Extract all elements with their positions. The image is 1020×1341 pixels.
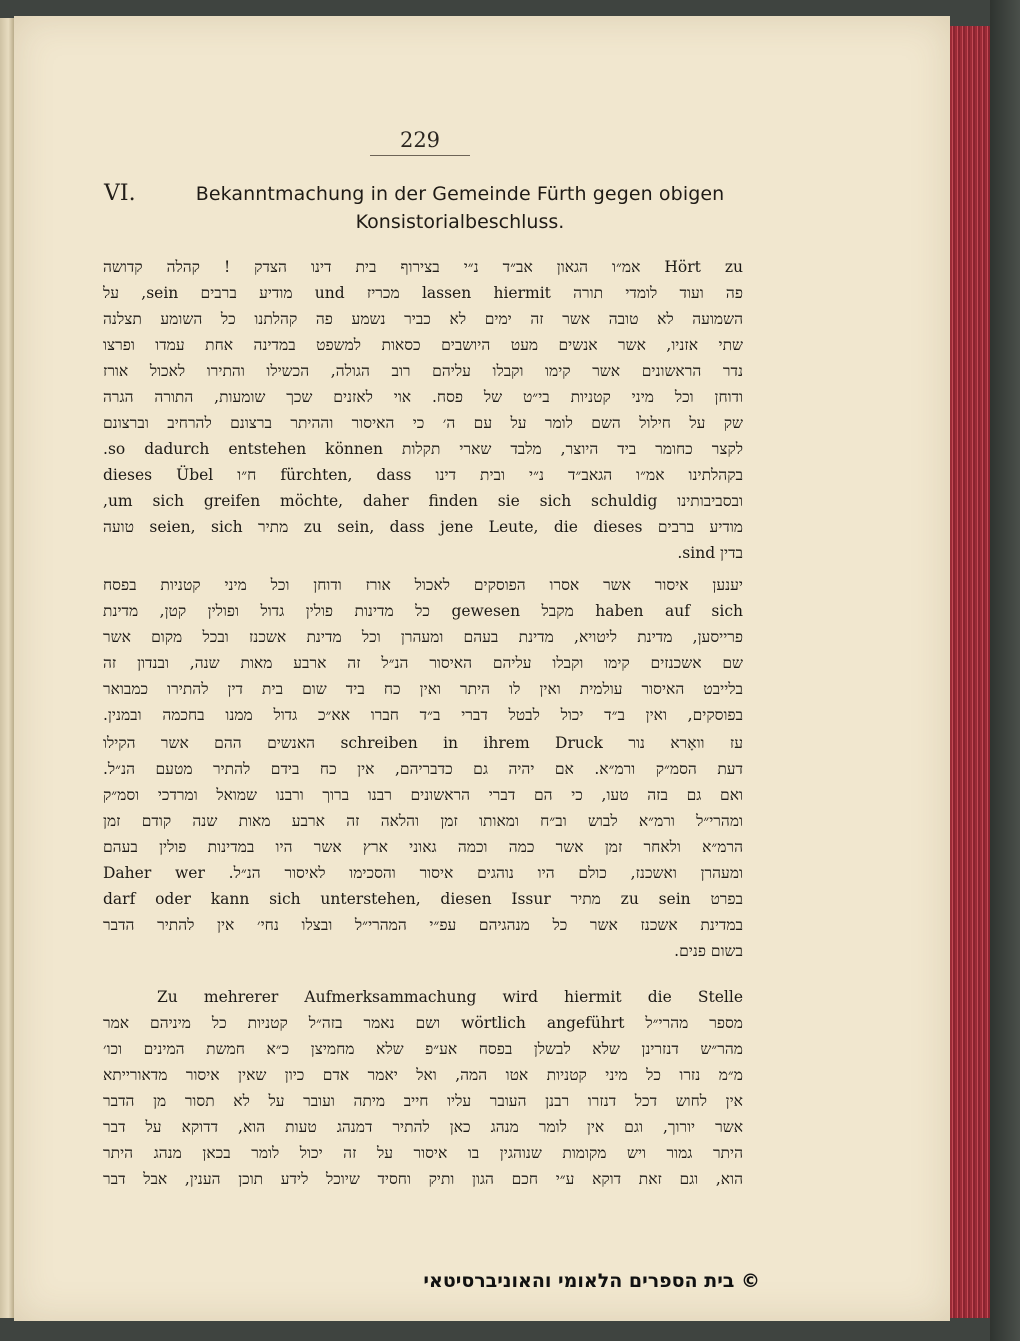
text-line: ובסביבותינו um sich greifen möchte, daher finden sie sich schuldig, (103, 492, 743, 510)
text-line: דעת הסמ״ק ורמ״א. אם יהיה גם כדבריהם, אין כח בידם להתיר מטעם הנ״ל. (103, 760, 743, 778)
text-line: מודיע ברבים zu sein, dass jene Leute, die dieses מתיר seien, sich טועה (103, 518, 743, 536)
text-line: מ״מ נזרו כל מיני קטניות אטו המה, ואל יאמר אדם כיון שאין איסור מדאורייתא (103, 1066, 743, 1084)
text-line: ואם גם בזה טעו, כי הם דברי הראשונים רבנו ברוך ורבנו שמואל ומרדכי וסמ״ק (103, 786, 743, 804)
text-line: בדין sind. (677, 544, 743, 562)
section-heading (150, 180, 770, 236)
text-line: פרייסען, מדינת ליטויא, מדינת בעהם ומעהרן וכל מדינת אשכנז ובכל מקום אשר (103, 628, 743, 646)
text-line: לקצר כחומר ביד היוצר, מלבד שארי תקלות so dadurch entstehen können. (103, 440, 743, 458)
text-line: נדר הראשונים אשר קימו וקבלו עליהם רוב הגולה, הכשילו והתירו לאכול אורז (103, 362, 743, 380)
heading-line-1: Bekanntmachung in der Gemeinde Fürth gegen obigen (195, 183, 725, 205)
text-line: שתי אזניו, אשר אנשים מעט היושבים כסאות למשפט במדינה אחת עמדו ופרצו (103, 336, 743, 354)
text-line: ומהרי״ל ורמ״א לבוש וב״ח ומאותו זמן והלאה זה ארבע מאות שנה קודם זמן (103, 812, 743, 830)
text-line: אשר יורוך, וגם אין לומר מנהג כאן להתיר דמנהג טעות הוא, דדוקא על דבר (103, 1118, 743, 1136)
text-line: פה ועוד לומדי תורה lassen hiermit מכריז und מודיע ברבים sein, על (103, 284, 743, 302)
section-numeral: VI. (104, 181, 136, 206)
heading-line-2: Konsistorialbeschluss. (355, 211, 565, 233)
text-line: בשום פנים. (674, 942, 743, 960)
text-line: יענען איסור אשר אסרו הפוסקים לאכול אורז ודוחן וכל מיני קטניות בפסח (103, 576, 743, 594)
library-copyright-watermark: © בית הספרים הלאומי והאוניברסיטאי (423, 1270, 760, 1292)
text-line: Zu mehrerer Aufmerksammachung wird hiermit die Stelle (157, 988, 743, 1006)
text-line: הוא, וגם זאת דוקא ע״י חכם הגון ותיק וחסיד שיוכל לידע תוכן הענין, אבל דבר (103, 1170, 743, 1188)
left-page-edge (0, 18, 14, 1318)
text-line: הרמ״א ולאחר זמן אשר כמה וכמה גאוני ארץ אשר היו במדינות פולין בעהם (103, 838, 743, 856)
text-line: בפוסקים, ואין ב״ד יכול לבטל דברי ב״ד חברו אא״כ גדול ממנו בחכמה ובמנין. (103, 706, 743, 724)
text-line: Hört zu אמ״ו הגאון אב״ד נ״י בצירוף בית דינו הצדק ! קהלה קדושה (103, 258, 743, 276)
text-line: מספר מהרי״ל wörtlich angeführt ושם נאמר בזה״ל קטניות כל מיניהם אמר (103, 1014, 743, 1032)
text-line: שק על חילול השם לומר על עם ה׳ כי האיסור וההיתר ברצונם להרחיב וברצונם (103, 414, 743, 432)
text-line: עז וואָרא נור schreiben in ihrem Druck האנשים ההם אשר הקילו (103, 734, 743, 752)
text-line: haben auf sich מקבל gewesen כל מדינות פולין גדול ופולין קטן, מדינת (103, 602, 743, 620)
red-page-edges (950, 26, 990, 1318)
page-number: 229 (399, 128, 441, 152)
text-line: השמועה לא טובה אשר זה ימים לא כביר נשמע פה קהלתנו כל השומע תצלנה (103, 310, 743, 328)
text-line: שם אשכנזים קימו וקבלו עליהם האיסור הנ״ל זה ארבע מאות שנה, ובנדון זה (103, 654, 743, 672)
text-line: אין לחוש דכל דנזרו רבנן העובר עליו חייב מיתה ועובר על לא תסור מן הדבר (103, 1092, 743, 1110)
text-line: בלייבט האיסור עולמית ואין לו היתר ואין כח ביד שום בית דין להתירו כמבואר (103, 680, 743, 698)
book-cover (990, 0, 1020, 1341)
text-line: מהר״ש דנזרינן שלא לבשלן בפסח אע״פ שלא מחמיצן כ״א חמשת המינים וכו׳ (103, 1040, 743, 1058)
text-line: ודוחן וכל מיני קטניות בי״ט של פסח. אוי לאזנים שכך שומעות, התורה הגרה (103, 388, 743, 406)
text-line: היתר גמור ויש מקומות שנוהגין בו איסור על זה יכול לומר בכאן מנהג היתר (103, 1144, 743, 1162)
text-line: ומעהרן ואשכנז, כולם היו נוהגים איסור והסכימו לאיסור הנ״ל. Daher wer (103, 864, 743, 882)
text-line: darf oder kann sich unterstehen, diesen Issur מתיר zu sein בפרט (103, 890, 743, 908)
text-line: בקהלתינו אמ״ו הגאב״ד נ״י ובית דינו fürchten, dass ח״ו dieses Übel (103, 466, 743, 484)
page-number-rule (370, 155, 470, 156)
text-line: במדינת אשכנז אשר כל מנהגיהם עפ״י המהרי״ל ובצלו נחי׳ אין להתיר הדבר (103, 916, 743, 934)
